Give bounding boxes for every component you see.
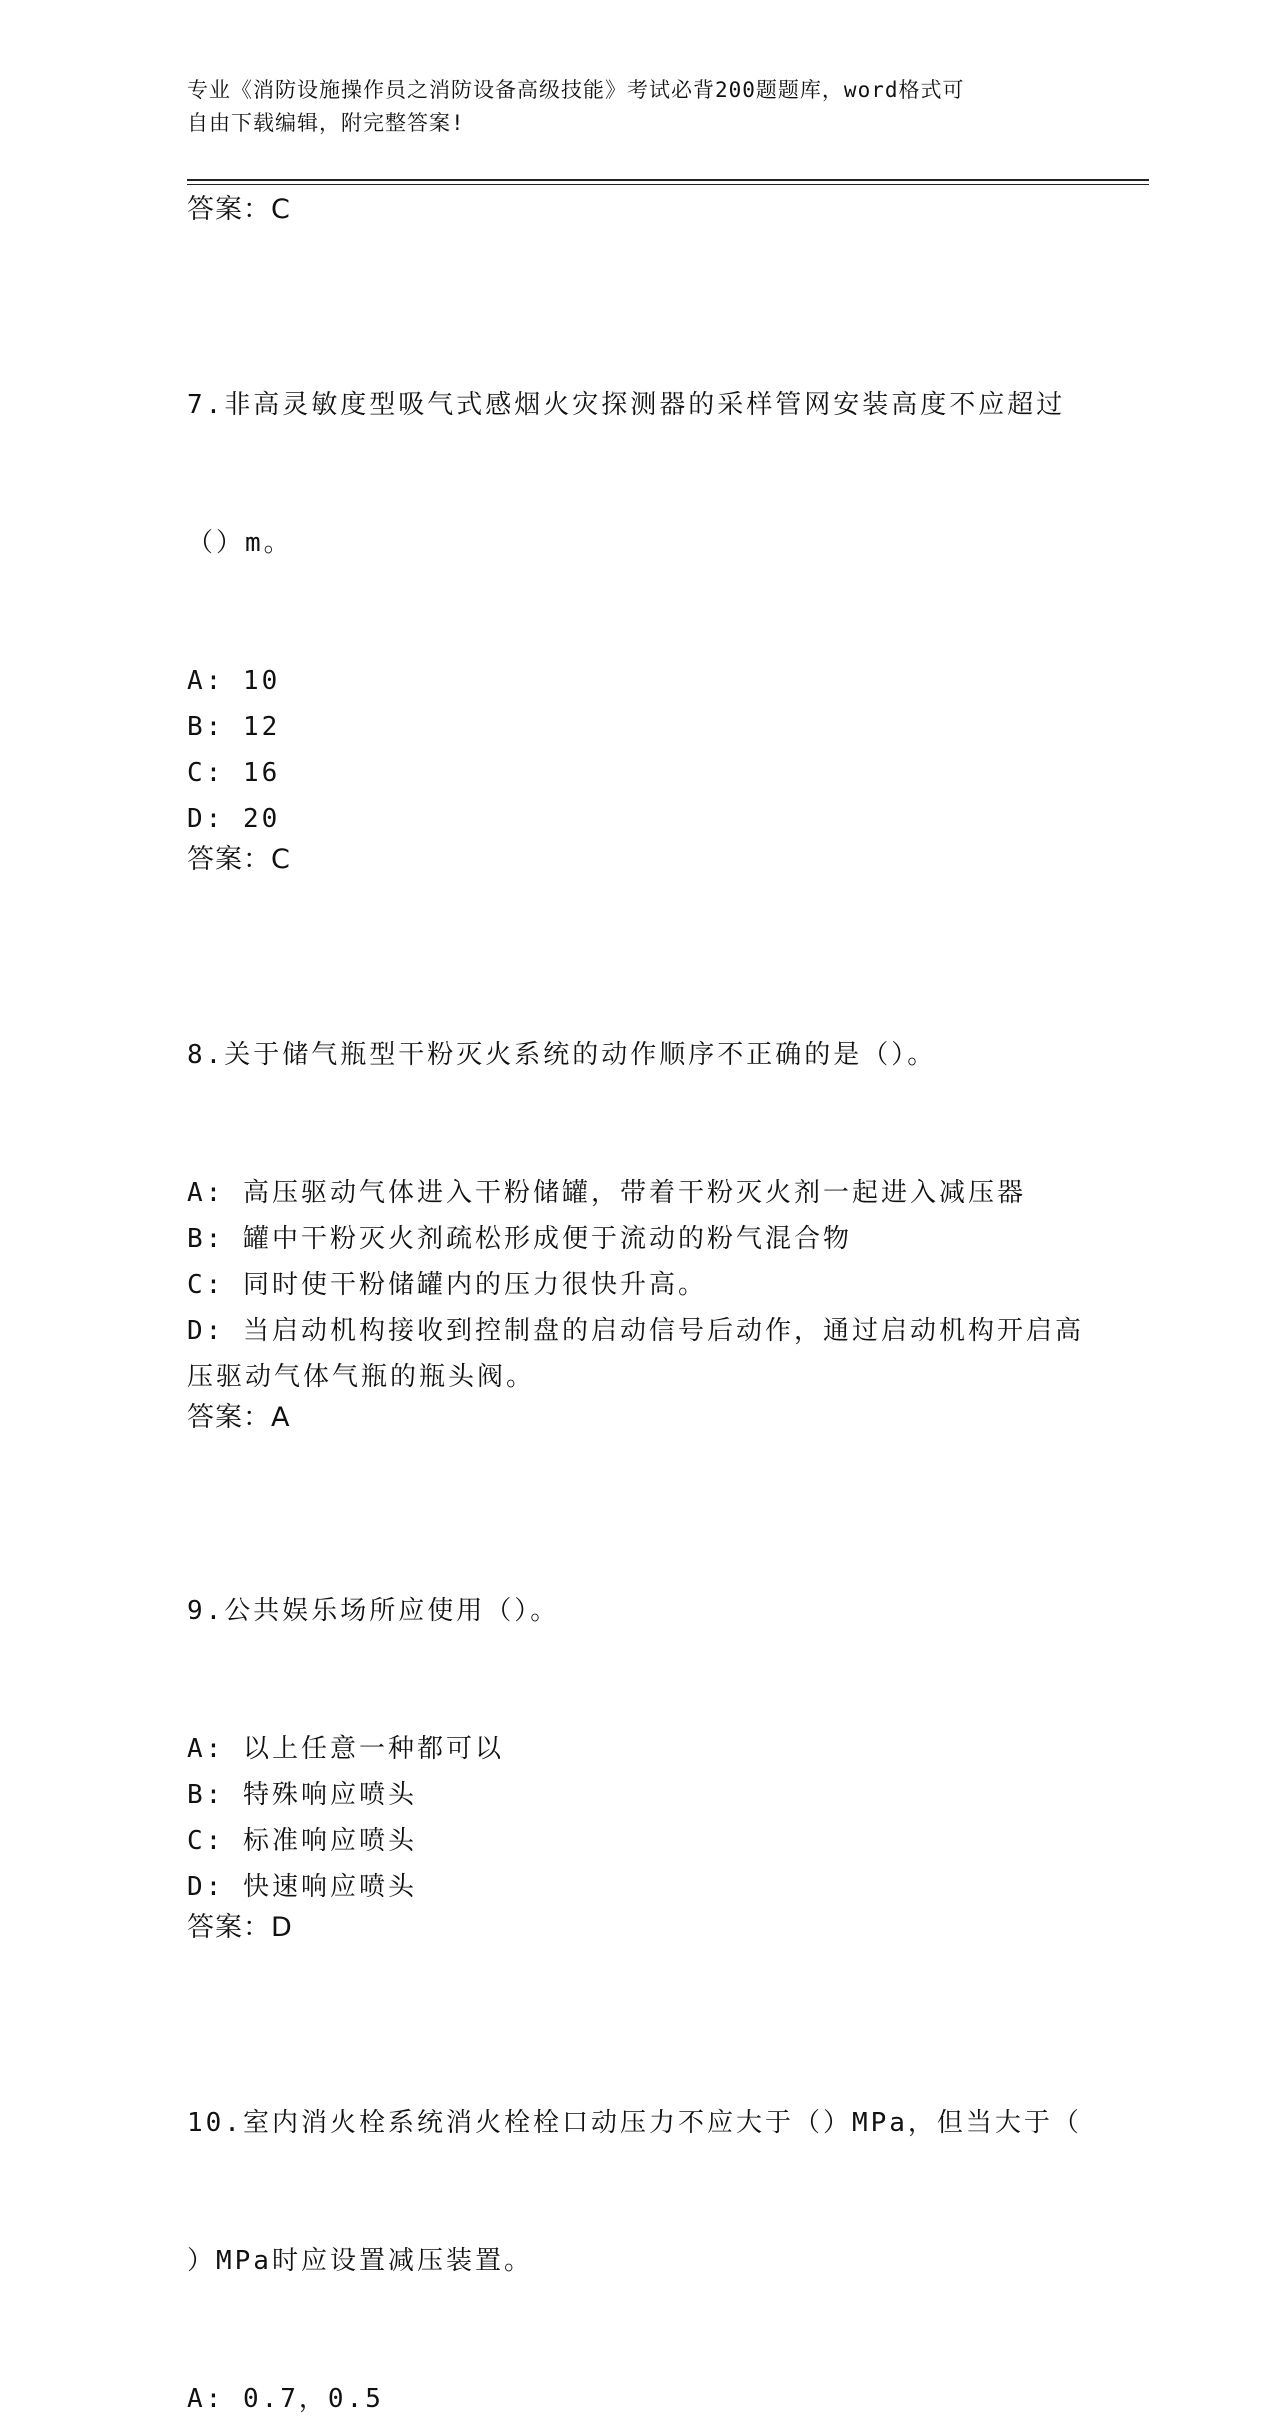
answer: 答案：D	[187, 1912, 293, 1943]
option-d: D: 20	[187, 804, 281, 834]
option-d: D: 快速响应喷头	[187, 1872, 417, 1902]
option-a: A: 0.7，0.5	[187, 2384, 384, 2414]
question-stem-line: 8.关于储气瓶型干粉灭火系统的动作顺序不正确的是（）。	[187, 1040, 937, 1070]
question-stem	[187, 940, 1087, 1170]
header-divider	[187, 179, 1149, 181]
option-b: B: 罐中干粉灭火剂疏松形成便于流动的粉气混合物	[187, 1224, 852, 1254]
option-a: A: 10	[187, 666, 281, 696]
question-stem	[187, 290, 1087, 658]
question-stem-line: 9.公共娱乐场所应使用（）。	[187, 1596, 560, 1626]
option-d-continued: 压驱动气体气瓶的瓶头阀。	[187, 1362, 536, 1392]
question-10	[187, 2008, 1087, 2422]
option-c: C: 标准响应喷头	[187, 1826, 417, 1856]
header-line-1: 专业《消防设施操作员之消防设备高级技能》考试必背200题题库，word格式可	[187, 78, 965, 102]
question-stem-line: 7.非高灵敏度型吸气式感烟火灾探测器的采样管网安装高度不应超过	[187, 390, 1066, 420]
question-stem-line: ）MPa时应设置减压装置。	[187, 2246, 533, 2276]
question-8	[187, 940, 1087, 1436]
option-b: B: 12	[187, 712, 281, 742]
answer: 答案：A	[187, 1402, 291, 1433]
option-a: A: 高压驱动气体进入干粉储罐，带着干粉灭火剂一起进入减压器	[187, 1178, 1026, 1208]
option-a: A: 以上任意一种都可以	[187, 1734, 504, 1764]
question-list	[187, 192, 1087, 2422]
question-stem-line: （）m。	[187, 528, 293, 558]
option-b: B: 特殊响应喷头	[187, 1780, 417, 1810]
document-header	[187, 74, 1067, 140]
question-stem-line: 10.室内消火栓系统消火栓栓口动压力不应大于（）MPa，但当大于（	[187, 2108, 1082, 2138]
question-stem	[187, 2008, 1087, 2376]
header-divider-thin	[187, 184, 1149, 185]
previous-answer: 答案：C	[187, 194, 291, 225]
option-d: D: 当启动机构接收到控制盘的启动信号后动作，通过启动机构开启高	[187, 1316, 1084, 1346]
answer: 答案：C	[187, 844, 291, 875]
question-7	[187, 290, 1087, 878]
header-line-2: 自由下载编辑，附完整答案!	[187, 111, 465, 135]
option-c: C: 同时使干粉储罐内的压力很快升高。	[187, 1270, 707, 1300]
question-9	[187, 1496, 1087, 1946]
question-stem	[187, 1496, 1087, 1726]
option-c: C: 16	[187, 758, 281, 788]
